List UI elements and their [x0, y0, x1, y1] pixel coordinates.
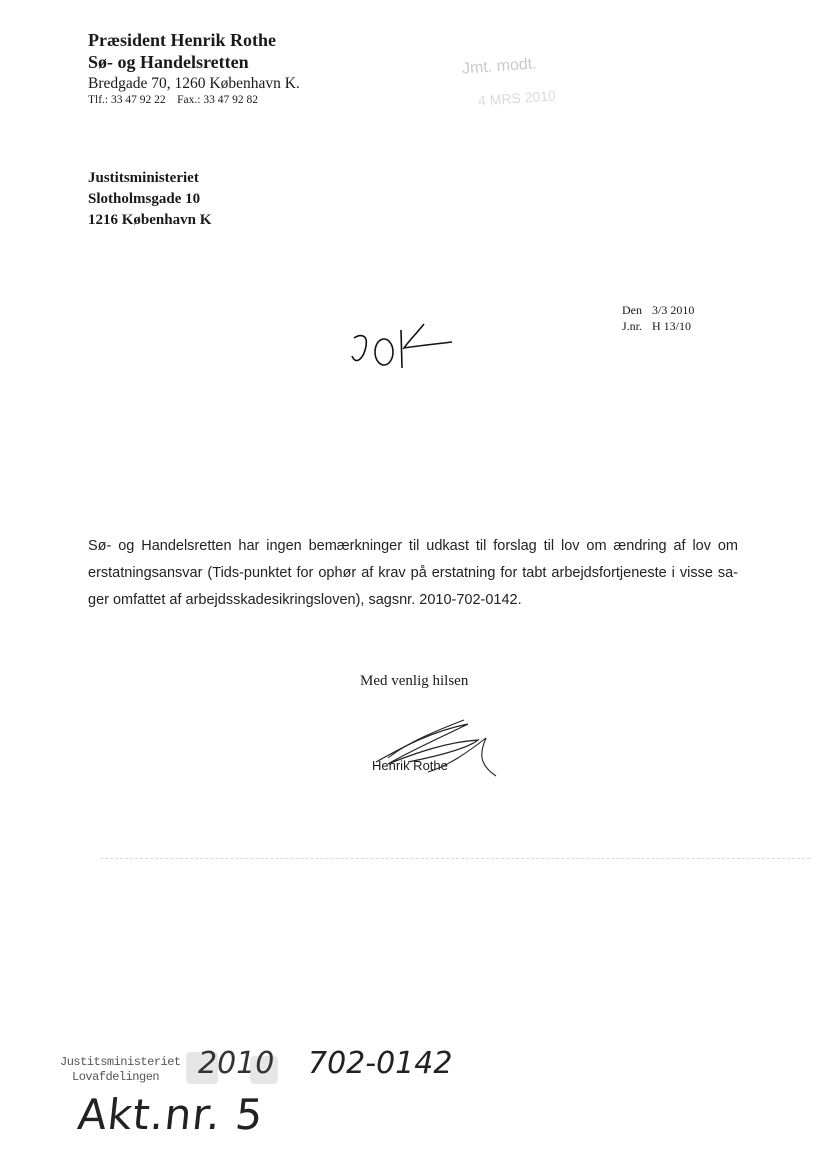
letter-body: Sø- og Handelsretten har ingen bemærkninger til udkast til forslag til lov om ændring af lov om erstatningsansvar (Tids-punktet for ophør af krav på erstatning for tabt arbejdsfortjeneste i visse sa-ger omfattet af arbejdsskadesikringsloven), sagsnr. 2010-702-0142.	[88, 538, 738, 608]
signer-name: Henrik Rothe	[372, 758, 448, 773]
recipient-street: Slotholmsgade 10	[88, 191, 201, 207]
sender-name: Præsident Henrik Rothe	[88, 30, 276, 50]
sender-address: Bredgade 70, 1260 København K.	[88, 75, 300, 92]
archive-stamp-ministry: Justitsministeriet	[60, 1055, 181, 1069]
date-reference-block	[622, 302, 694, 334]
handwritten-note	[346, 316, 466, 376]
ref-value: H 13/10	[652, 319, 691, 333]
closing-greeting: Med venlig hilsen	[360, 673, 469, 689]
sender-contact	[88, 94, 258, 106]
date-row	[622, 302, 694, 318]
received-stamp: Jmt. modt.	[461, 55, 538, 78]
ref-label: J.nr.	[622, 319, 643, 333]
ref-row	[622, 318, 694, 334]
received-stamp-date: 4 MRS 2010	[477, 87, 557, 109]
akt-number: Akt.nr. 5	[75, 1090, 266, 1139]
recipient-address	[88, 168, 211, 231]
archive-case-number: 702-0142	[308, 1046, 453, 1081]
scan-divider	[100, 858, 810, 859]
date-label: Den	[622, 303, 642, 317]
archive-year: 2010	[198, 1046, 275, 1081]
sender-court: Sø- og Handelsretten	[88, 52, 249, 72]
sender-fax: Fax.: 33 47 92 82	[177, 94, 258, 106]
date-value: 3/3 2010	[652, 303, 695, 317]
sender-phone: Tlf.: 33 47 92 22	[88, 94, 166, 106]
recipient-city: 1216 København K	[88, 212, 212, 228]
archive-stamp-department: Lovafdelingen	[72, 1070, 160, 1084]
recipient-name: Justitsministeriet	[88, 170, 199, 186]
